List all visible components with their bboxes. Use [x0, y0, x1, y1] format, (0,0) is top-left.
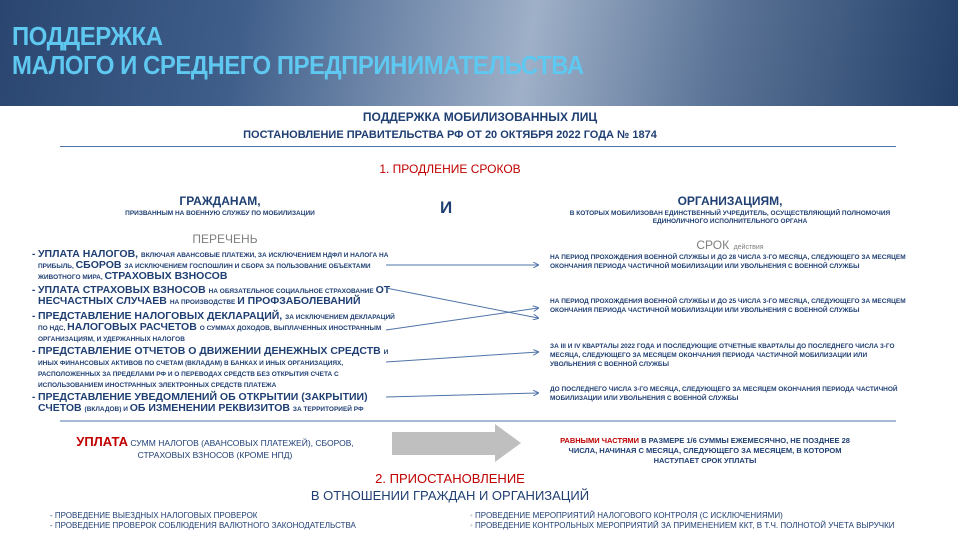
- section2-right: [470, 511, 895, 531]
- organizations-subtitle: В КОТОРЫХ МОБИЛИЗОВАН ЕДИНСТВЕННЫЙ УЧРЕДИТЕЛЬ, ОСУЩЕСТВЛЯЮЩИЙ ПОЛНОМОЧИЯ ЕДИНОЛИЧНОГО ИСПОЛНИТЕЛЬНОГО ОРГАНА: [569, 210, 891, 225]
- term-item: ЗА III И IV КВАРТАЛЫ 2022 ГОДА И ПОСЛЕДУЮЩИЕ ОТЧЕТНЫЕ КВАРТАЛЫ ДО ПОСЛЕДНЕГО ЧИСЛА 3-ГО МЕСЯЦА, СЛЕДУЮЩЕГО ЗА МЕСЯЦЕМ ОКОНЧАНИЯ ПЕРИОДА ЧАСТИЧНОЙ МОБИЛИЗАЦИИ ИЛИ УВОЛЬНЕНИЯ С ВОЕННОЙ СЛУЖБЫ: [550, 343, 895, 368]
- item-detail: НА ОБЯЗАТЕЛЬНОЕ СОЦИАЛЬНОЕ СТРАХОВАНИЕ: [208, 288, 376, 295]
- bullet-dash: -: [32, 346, 36, 357]
- item-detail: ЗА ТЕРРИТОРИЕЙ РФ: [292, 406, 364, 413]
- item-keyword: НАЛОГОВЫХ РАСЧЕТОВ: [67, 321, 200, 333]
- section2-subtitle: В ОТНОШЕНИИ ГРАЖДАН И ОРГАНИЗАЦИЙ: [310, 488, 590, 503]
- bullet-dash: -: [32, 311, 36, 322]
- term-item: НА ПЕРИОД ПРОХОЖДЕНИЯ ВОЕННОЙ СЛУЖБЫ И ДО 28 ЧИСЛА 3-ГО МЕСЯЦА, СЛЕДУЮЩЕГО ЗА МЕСЯЦЕМ ОКОНЧАНИЯ ПЕРИОДА ЧАСТИЧНОЙ МОБИЛИЗАЦИИ ИЛИ УВОЛЬНЕНИЯ С ВОЕННОЙ СЛУЖБЫ: [550, 254, 906, 270]
- citizens-title: ГРАЖДАНАМ,: [179, 194, 261, 208]
- section2-title: 2. ПРИОСТАНОВЛЕНИЕ: [375, 471, 525, 486]
- arrow-3: [386, 308, 538, 330]
- term-title: СРОК действия: [696, 238, 764, 252]
- list-item: • ПРОВЕДЕНИЕ МЕРОПРИЯТИЙ НАЛОГОВОГО КОНТРОЛЯ (С ИСКЛЮЧЕНИЯМИ): [470, 511, 783, 520]
- item-detail: (ВКЛАДОВ) И: [84, 406, 130, 413]
- item-detail: О СУММАХ ДОХОДОВ, ВЫПЛАЧЕННЫХ ИНОСТРАННЫМ ОРГАНИЗАЦИЯМ, И УДЕРЖАННЫХ НАЛОГОВ: [38, 325, 382, 343]
- item-detail: И ИНЫХ ФИНАНСОВЫХ АКТИВОВ ПО СЧЕТАМ (ВКЛАДАМ) В БАНКАХ И ИНЫХ ОРГАНИЗАЦИЯХ, РАСПОЛОЖЕННЫХ ЗА ПРЕДЕЛАМИ РФ И О ПЕРЕВОДАХ СРЕДСТВ БЕЗ ОТКРЫТИЯ СЧЕТА С ИСПОЛЬЗОВАНИЕМ ИНОСТРАННЫХ ЭЛЕКТРОННЫХ СРЕДСТВ ПЛАТЕЖА: [38, 349, 389, 389]
- payment-text: УПЛАТА СУММ НАЛОГОВ (АВАНСОВЫХ ПЛАТЕЖЕЙ), СБОРОВ, СТРАХОВЫХ ВЗНОСОВ (КРОМЕ НПД): [76, 434, 354, 460]
- bullet-dash: -: [32, 249, 36, 260]
- item-keyword: ОТ НЕСЧАСТНЫХ СЛУЧАЕВ: [38, 284, 391, 307]
- item-keyword: УПЛАТА СТРАХОВЫХ ВЗНОСОВ: [38, 284, 209, 296]
- item-keyword: ПРЕДСТАВЛЕНИЕ ОТЧЕТОВ О ДВИЖЕНИИ ДЕНЕЖНЫХ СРЕДСТВ: [38, 345, 384, 357]
- payment-result: РАВНЫМИ ЧАСТЯМИ В РАЗМЕРЕ 1/6 СУММЫ ЕЖЕМЕСЯЧНО, НЕ ПОЗДНЕЕ 28 ЧИСЛА, НАЧИНАЯ С МЕСЯЦА, СЛЕДУЮЩЕГО ЗА МЕСЯЦЕМ, В КОТОРОМ НАСТУПАЕТ СРОК УПЛАТЫ: [560, 436, 850, 465]
- item-detail: ЗА ИСКЛЮЧЕНИЕМ ГОСПОШЛИН И СБОРА ЗА ПОЛЬЗОВАНИЕ ОБЪЕКТАМИ ЖИВОТНОГО МИРА,: [38, 263, 371, 281]
- item-keyword: СТРАХОВЫХ ВЗНОСОВ: [104, 270, 228, 282]
- subtitle-line2: ПОСТАНОВЛЕНИЕ ПРАВИТЕЛЬСТВА РФ ОТ 20 ОКТЯБРЯ 2022 ГОДА № 1874: [243, 129, 657, 141]
- arrow-4: [386, 352, 538, 362]
- subtitle-line1: ПОДДЕРЖКА МОБИЛИЗОВАННЫХ ЛИЦ: [362, 110, 598, 124]
- item-keyword: ПРЕДСТАВЛЕНИЕ НАЛОГОВЫХ ДЕКЛАРАЦИЙ,: [38, 310, 286, 322]
- term-item: НА ПЕРИОД ПРОХОЖДЕНИЯ ВОЕННОЙ СЛУЖБЫ И ДО 25 ЧИСЛА 3-ГО МЕСЯЦА, СЛЕДУЮЩЕГО ЗА МЕСЯЦЕМ ОКОНЧАНИЯ ПЕРИОДА ЧАСТИЧНОЙ МОБИЛИЗАЦИИ ИЛИ УВОЛЬНЕНИЯ С ВОЕННОЙ СЛУЖБЫ: [550, 298, 906, 314]
- bullet-dash: -: [32, 285, 36, 296]
- list-item: • ПРОВЕДЕНИЕ КОНТРОЛЬНЫХ МЕРОПРИЯТИЙ ЗА ПРИМЕНЕНИЕМ ККТ, В Т.Ч. ПОЛНОТОЙ УЧЕТА ВЫРУЧКИ: [470, 521, 895, 530]
- item-detail: ВКЛЮЧАЯ АВАНСОВЫЕ ПЛАТЕЖИ, ЗА ИСКЛЮЧЕНИЕМ НДФЛ И НАЛОГА НА ПРИБЫЛЬ,: [38, 252, 389, 270]
- citizens-subtitle: ПРИЗВАННЫМ НА ВОЕННУЮ СЛУЖБУ ПО МОБИЛИЗАЦИИ: [125, 210, 315, 217]
- item-detail: НА ПРОИЗВОДСТВЕ: [169, 299, 238, 306]
- item-detail: ЗА ИСКЛЮЧЕНИЕМ ДЕКЛАРАЦИЙ ПО НДС,: [38, 314, 395, 332]
- item-keyword: И ПРОФЗАБОЛЕВАНИЙ: [237, 295, 361, 307]
- arrow-2: [386, 288, 538, 318]
- arrow-right-icon: [392, 424, 521, 462]
- item-keyword: СБОРОВ: [75, 259, 125, 271]
- section1-title: 1. ПРОДЛЕНИЕ СРОКОВ: [379, 162, 521, 176]
- item-keyword: ПРЕДСТАВЛЕНИЕ УВЕДОМЛЕНИЙ ОБ ОТКРЫТИИ (ЗАКРЫТИИ) СЧЕТОВ: [38, 391, 368, 414]
- section2-left: [50, 511, 356, 531]
- list-item: - ПРОВЕДЕНИЕ ПРОВЕРОК СОБЛЮДЕНИЯ ВАЛЮТНОГО ЗАКОНОДАТЕЛЬСТВА: [50, 521, 356, 530]
- organizations-title: ОРГАНИЗАЦИЯМ,: [677, 194, 783, 208]
- bullet-dash: -: [32, 392, 36, 403]
- list-title: ПЕРЕЧЕНЬ: [192, 232, 258, 246]
- term-item: ДО ПОСЛЕДНЕГО ЧИСЛА 3-ГО МЕСЯЦА, СЛЕДУЮЩЕГО ЗА МЕСЯЦЕМ ОКОНЧАНИЯ ПЕРИОДА ЧАСТИЧНОЙ МОБИЛИЗАЦИИ ИЛИ УВОЛЬНЕНИЯ С ВОЕННОЙ СЛУЖБЫ: [550, 386, 898, 402]
- item-keyword: ОБ ИЗМЕНЕНИИ РЕКВИЗИТОВ: [129, 402, 293, 414]
- list-item: - ПРОВЕДЕНИЕ ВЫЕЗДНЫХ НАЛОГОВЫХ ПРОВЕРОК: [50, 511, 258, 520]
- item-keyword: УПЛАТА НАЛОГОВ,: [38, 248, 141, 260]
- and-label: И: [440, 198, 453, 217]
- arrow-5: [386, 393, 538, 397]
- page-title: ПОДДЕРЖКА МАЛОГО И СРЕДНЕГО ПРЕДПРИНИМАТЕЛЬСТВА: [12, 21, 584, 80]
